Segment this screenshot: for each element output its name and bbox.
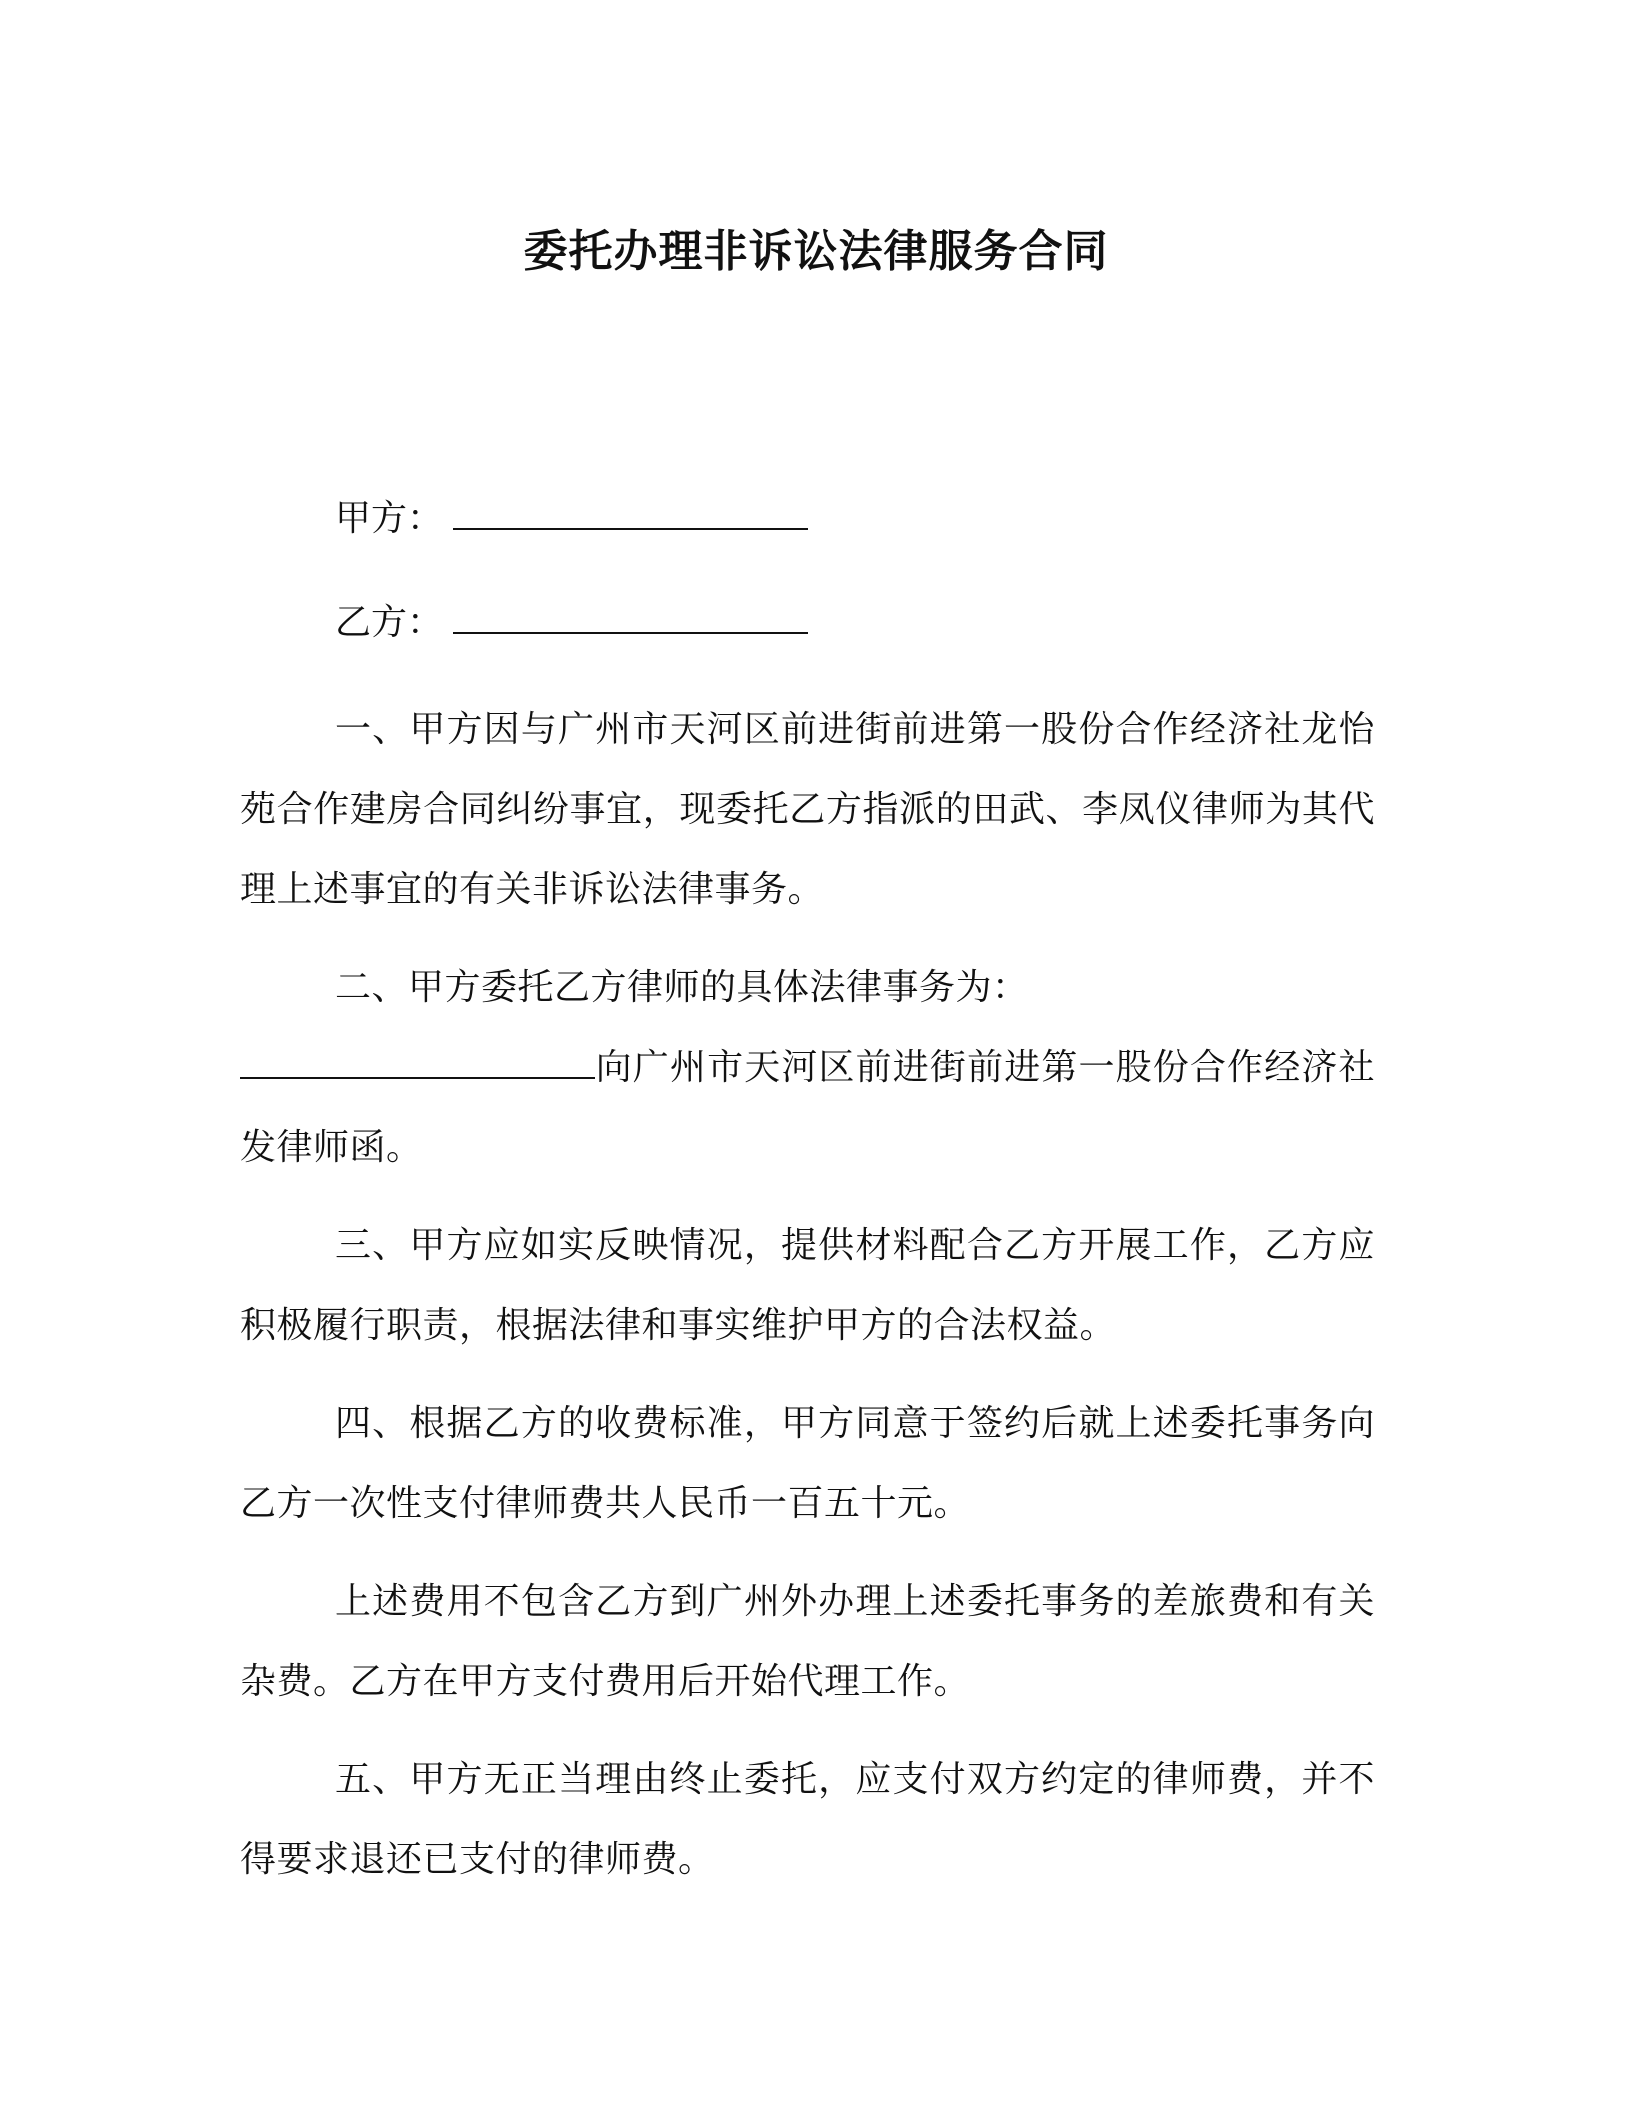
clause-4-note: 上述费用不包含乙方到广州外办理上述委托事务的差旅费和有关杂费。乙方在甲方支付费用后开始代理工作。 xyxy=(240,1581,1375,1702)
clause-2-blank xyxy=(240,1047,595,1079)
clause-3: 三、甲方应如实反映情况，提供材料配合乙方开展工作，乙方应积极履行职责，根据法律和事实维护甲方的合法权益。 xyxy=(240,1225,1375,1346)
clause-2-continuation xyxy=(240,1028,1375,1188)
party-b-blank xyxy=(453,602,808,634)
clause-2 xyxy=(240,948,1375,1028)
clause-4: 四、根据乙方的收费标准，甲方同意于签约后就上述委托事务向乙方一次性支付律师费共人民币一百五十元。 xyxy=(240,1403,1375,1524)
party-a-label: 甲方： xyxy=(335,498,444,539)
party-b-label: 乙方： xyxy=(335,602,444,643)
document-title: 委托办理非诉讼法律服务合同 xyxy=(523,226,1109,277)
clause-2-intro: 二、甲方委托乙方律师的具体法律事务为： xyxy=(335,967,1029,1008)
party-a-line xyxy=(335,494,808,544)
party-b-line xyxy=(335,598,808,648)
clause-1: 一、甲方因与广州市天河区前进街前进第一股份合作经济社龙怡苑合作建房合同纠纷事宜，现委托乙方指派的田武、李凤仪律师为其代理上述事宜的有关非诉讼法律事务。 xyxy=(240,709,1375,910)
clause-2-rest: 向广州市天河区前进街前进第一股份合作经济社发律师函。 xyxy=(240,1047,1375,1168)
clause-5: 五、甲方无正当理由终止委托，应支付双方约定的律师费，并不得要求退还已支付的律师费。 xyxy=(240,1759,1375,1880)
party-a-blank xyxy=(453,498,808,530)
